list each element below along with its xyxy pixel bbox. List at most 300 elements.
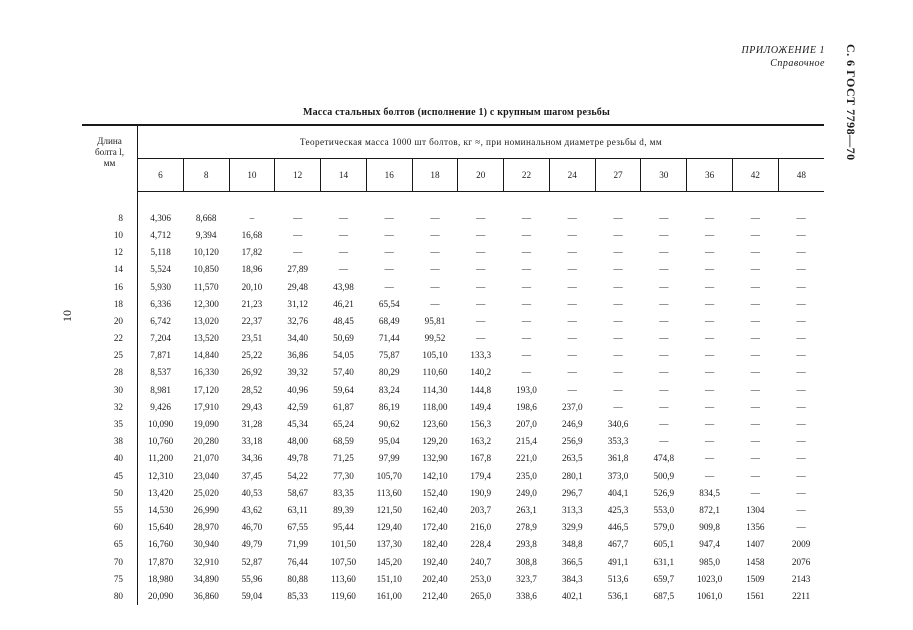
mass-cell: — [796,487,806,498]
mass-cell: — [521,333,532,344]
mass-span-header: Теоретическая масса 1000 шт болтов, кг ≈, при номинальном диаметре резьбы d, мм [138,125,825,159]
mass-cell: — [384,212,394,223]
mass-cell: 6,336 [150,298,171,309]
mass-cell: 123,60 [422,419,448,430]
mass-cell: — [659,350,669,361]
mass-cell: 909,8 [699,522,720,533]
diameter-header: 36 [687,159,733,192]
mass-cell: 296,7 [561,487,583,498]
mass-cell: 80,88 [287,573,309,584]
mass-cell: 119,60 [330,590,356,601]
mass-cell: 39,32 [287,367,309,378]
mass-cell: 221,0 [516,453,537,464]
mass-cell: 263,1 [516,504,537,515]
mass-cell: 834,5 [699,487,720,498]
mass-cell: 338,6 [516,590,537,601]
mass-cell: 404,1 [607,487,629,498]
mass-cell: — [796,350,806,361]
mass-cell: 2143 [791,573,811,584]
standard-side-label: С. 6 ГОСТ 7798—70 [844,44,858,161]
mass-cell: — [384,281,394,292]
mass-cell: — [750,315,760,326]
diameter-header: 12 [275,159,321,192]
mass-cell: 14,530 [148,504,174,515]
mass-cell: 9,394 [195,229,217,240]
length-cell: 75 [82,570,138,587]
mass-cell: — [293,229,303,240]
mass-cell: 21,070 [193,453,219,464]
mass-cell: — [796,247,806,258]
mass-cell: — [430,281,440,292]
mass-cell: — [659,367,669,378]
mass-cell: — [704,298,715,309]
mass-cell: — [750,212,760,223]
mass-cell: — [659,436,669,447]
mass-cell: — [704,281,715,292]
mass-cell: 43,98 [333,281,354,292]
mass-cell: — [521,315,532,326]
mass-cell: 1561 [746,590,765,601]
mass-cell: — [659,212,669,223]
mass-cell: — [613,247,623,258]
mass-cell: 36,860 [193,590,219,601]
diameter-header: 22 [504,159,550,192]
mass-cell: 18,96 [241,264,263,275]
mass-cell: 133,3 [470,350,492,361]
mass-cell: — [613,315,623,326]
mass-cell: — [430,298,440,309]
table-row [82,330,824,347]
mass-cell: 526,9 [653,487,675,498]
mass-cell: 83,35 [333,487,354,498]
mass-cell: 86,19 [378,401,400,412]
mass-cell: 313,3 [561,504,583,515]
mass-cell: 11,200 [148,453,174,464]
mass-cell: 77,30 [333,470,354,481]
mass-cell: — [704,229,715,240]
table-row [82,467,824,484]
mass-cell: 151,10 [376,573,402,584]
mass-cell: 4,712 [150,229,171,240]
mass-cell: 54,22 [287,470,309,481]
mass-cell: — [796,315,806,326]
appendix-title: ПРИЛОЖЕНИЕ 1 [741,45,825,56]
mass-cell: 152,40 [422,487,448,498]
mass-cell: — [704,384,715,395]
table-row [82,570,824,587]
mass-cell: 30,940 [193,539,219,550]
mass-cell: — [750,229,760,240]
mass-cell: — [659,315,669,326]
mass-cell: 659,7 [653,573,675,584]
mass-cell: 59,04 [241,590,263,601]
mass-cell: 26,92 [241,367,263,378]
mass-cell: 7,204 [150,333,171,344]
mass-cell: — [659,247,669,258]
mass-cell: — [796,384,806,395]
mass-cell: 5,524 [150,264,171,275]
mass-cell: 985,0 [699,556,720,567]
mass-cell: — [476,247,486,258]
mass-cell: — [384,247,394,258]
mass-cell: 54,05 [333,350,354,361]
mass-cell: — [659,281,669,292]
mass-cell: — [338,212,349,223]
mass-cell: — [384,264,394,275]
mass-cell: 43,62 [241,504,263,515]
table-row [82,536,824,553]
mass-cell: 1458 [746,556,765,567]
mass-cell: — [750,247,760,258]
length-cell: 45 [82,467,138,484]
mass-cell: 27,89 [287,264,309,275]
mass-cell: 323,7 [516,573,537,584]
mass-cell: 536,1 [607,590,629,601]
mass-cell: — [796,281,806,292]
mass-cell: 85,33 [287,590,309,601]
mass-cell: — [567,281,577,292]
mass-cell: 48,00 [287,436,309,447]
mass-cell: 37,45 [241,470,263,481]
mass-cell: 198,6 [516,401,537,412]
length-cell: 10 [82,226,138,243]
mass-cell: 17,82 [241,247,263,258]
mass-cell: — [796,470,806,481]
diameter-header: 6 [138,159,184,192]
table-row [82,312,824,329]
mass-cell: 80,29 [378,367,400,378]
mass-cell: — [476,298,486,309]
mass-cell: 513,6 [607,573,629,584]
mass-cell: — [750,264,760,275]
length-cell: 8 [82,209,138,226]
mass-cell: — [704,419,715,430]
table-title: Масса стальных болтов (исполнение 1) с крупным шагом резьбы [302,107,611,118]
mass-cell: — [613,281,623,292]
mass-cell: — [293,247,303,258]
mass-cell: 13,520 [193,333,219,344]
mass-cell: 329,9 [561,522,583,533]
mass-cell: — [338,264,349,275]
mass-cell: — [338,247,349,258]
diameter-header: 18 [412,159,458,192]
mass-cell: 8,668 [195,212,217,223]
table-row [82,519,824,536]
mass-cell: 2076 [791,556,811,567]
mass-cell: 256,9 [561,436,583,447]
table-row [82,278,824,295]
mass-cell: 10,120 [193,247,219,258]
mass-cell: 237,0 [561,401,583,412]
appendix-header [742,44,826,70]
mass-cell: 192,40 [422,556,448,567]
mass-cell: — [750,384,760,395]
length-header-line: мм [103,158,116,168]
mass-cell: 5,118 [150,247,171,258]
mass-cell: 137,30 [376,539,402,550]
mass-cell: 68,49 [378,315,400,326]
diameter-header: 30 [641,159,687,192]
mass-cell: 145,20 [376,556,402,567]
mass-cell: — [750,453,760,464]
mass-cell: 1023,0 [696,573,723,584]
mass-cell: — [613,212,623,223]
mass-cell: 947,4 [699,539,720,550]
mass-cell: 207,0 [516,419,537,430]
mass-cell: 97,99 [378,453,400,464]
mass-cell: 348,8 [561,539,583,550]
mass-cell: 265,0 [470,590,492,601]
mass-cell: 61,87 [333,401,354,412]
mass-cell: — [476,212,486,223]
mass-cell: — [750,298,760,309]
mass-cell: 25,020 [193,487,219,498]
mass-cell: 46,70 [241,522,263,533]
mass-cell: — [476,333,486,344]
mass-cell: — [613,350,623,361]
table-row [82,347,824,364]
mass-cell: 29,43 [241,401,263,412]
mass-cell: 500,9 [653,470,675,481]
diameter-header: 10 [229,159,275,192]
mass-cell: 65,54 [378,298,400,309]
mass-cell: 101,50 [330,539,357,550]
mass-cell: 13,020 [193,315,219,326]
mass-cell: — [567,298,577,309]
mass-cell: 20,090 [148,590,174,601]
mass-cell: — [567,333,577,344]
mass-cell: 163,2 [470,436,492,447]
diameter-header: 14 [321,159,367,192]
mass-cell: 193,0 [516,384,537,395]
mass-cell: 253,0 [470,573,492,584]
mass-cell: — [613,298,623,309]
mass-cell: 1407 [746,539,765,550]
mass-cell: 18,980 [148,573,174,584]
mass-cell: 95,44 [333,522,354,533]
table-row [82,450,824,467]
mass-cell: — [613,384,623,395]
mass-cell: — [567,384,577,395]
mass-cell: — [613,333,623,344]
mass-cell: 71,44 [378,333,400,344]
diameter-header: 27 [595,159,641,192]
mass-cell: 23,040 [193,470,219,481]
mass-cell: 6,742 [150,315,171,326]
mass-cell: 17,120 [193,384,219,395]
mass-cell: — [796,229,806,240]
mass-cell: — [750,350,760,361]
mass-cell: — [704,470,715,481]
mass-cell: 179,4 [470,470,492,481]
mass-cell: 8,981 [150,384,171,395]
mass-cell: 144,8 [470,384,492,395]
table-row [82,398,824,415]
mass-cell: 215,4 [516,436,537,447]
mass-cell: – [249,212,255,223]
length-cell: 32 [82,398,138,415]
length-cell: 28 [82,364,138,381]
length-cell: 80 [82,587,138,604]
mass-cell: 75,87 [378,350,400,361]
mass-cell: — [796,453,806,464]
mass-cell: — [613,229,623,240]
mass-cell: 384,3 [561,573,583,584]
length-cell: 40 [82,450,138,467]
mass-cell: — [750,281,760,292]
length-cell: 55 [82,501,138,518]
mass-cell: — [796,333,806,344]
mass-cell: — [796,298,806,309]
length-column-header [82,125,138,192]
mass-cell: 22,37 [241,315,263,326]
mass-cell: 48,45 [333,315,354,326]
table-row [82,501,824,518]
length-cell: 22 [82,330,138,347]
mass-cell: — [796,212,806,223]
mass-cell: 156,3 [470,419,492,430]
mass-cell: 246,9 [561,419,583,430]
mass-cell: 20,280 [193,436,219,447]
mass-cell: 40,96 [287,384,309,395]
mass-cell: 32,910 [193,556,219,567]
mass-cell: 55,96 [241,573,263,584]
diameter-header: 24 [549,159,595,192]
mass-cell: 59,64 [333,384,354,395]
mass-cell: 45,34 [287,419,309,430]
mass-cell: 249,0 [516,487,537,498]
mass-cell: — [430,212,440,223]
mass-cell: 263,5 [561,453,583,464]
mass-cell: — [521,264,532,275]
mass-cell: — [567,247,577,258]
table-row [82,381,824,398]
length-cell: 50 [82,484,138,501]
mass-cell: — [567,350,577,361]
mass-cell: 1304 [746,504,765,515]
mass-cell: 57,40 [333,367,354,378]
mass-cell: — [613,401,623,412]
mass-cell: — [521,298,532,309]
mass-cell: 14,840 [193,350,219,361]
mass-cell: — [796,436,806,447]
mass-cell: 65,24 [333,419,354,430]
mass-cell: — [796,522,806,533]
mass-cell: — [659,419,669,430]
mass-cell: 11,570 [193,281,219,292]
mass-cell: 36,86 [287,350,309,361]
mass-cell: — [704,401,715,412]
mass-cell: — [659,229,669,240]
mass-cell: — [476,315,486,326]
mass-cell: — [796,504,806,515]
table-row [82,484,824,501]
mass-cell: — [521,247,532,258]
mass-cell: — [659,298,669,309]
mass-cell: 23,51 [241,333,263,344]
mass-cell: 105,70 [376,470,402,481]
mass-cell: — [704,333,715,344]
mass-cell: 110,60 [422,367,448,378]
mass-cell: 293,8 [516,539,537,550]
table-row [82,226,824,243]
mass-cell: 182,40 [422,539,448,550]
mass-cell: — [430,247,440,258]
mass-cell: 19,090 [193,419,219,430]
table-row [82,364,824,381]
mass-cell: 872,1 [699,504,720,515]
mass-cell: 132,90 [422,453,448,464]
length-cell: 18 [82,295,138,312]
mass-cell: 172,40 [422,522,448,533]
mass-cell: 71,99 [287,539,309,550]
mass-cell: 2211 [792,590,811,601]
mass-cell: — [796,401,806,412]
mass-cell: 1061,0 [696,590,723,601]
mass-cell: — [659,401,669,412]
mass-cell: 467,7 [607,539,629,550]
mass-cell: 105,10 [422,350,448,361]
mass-cell: 142,10 [422,470,448,481]
mass-cell: 366,5 [561,556,583,567]
table-row [82,209,824,226]
mass-cell: 8,537 [150,367,171,378]
mass-cell: 212,40 [422,590,448,601]
mass-cell: 31,28 [241,419,263,430]
mass-cell: — [476,264,486,275]
mass-cell: 34,36 [241,453,263,464]
mass-cell: 280,1 [561,470,583,481]
mass-cell: 579,0 [653,522,675,533]
mass-cell: 15,640 [148,522,174,533]
spacer-cell [82,192,138,210]
mass-cell: 474,8 [653,453,675,464]
mass-cell: 190,9 [470,487,492,498]
mass-cell: 50,69 [333,333,354,344]
mass-cell: 76,44 [287,556,309,567]
mass-cell: 16,68 [241,229,263,240]
mass-cell: — [750,401,760,412]
mass-cell: 340,6 [607,419,629,430]
mass-cell: — [704,315,715,326]
table-row [82,415,824,432]
mass-cell: 89,39 [333,504,354,515]
diameter-header: 20 [458,159,504,192]
mass-cell: 31,12 [287,298,309,309]
mass-cell: 68,59 [333,436,354,447]
diameter-header-row [82,159,824,192]
mass-cell: 17,910 [193,401,219,412]
mass-cell: 49,79 [241,539,263,550]
mass-cell: — [293,212,303,223]
mass-cell: 26,990 [193,504,219,515]
mass-cell: — [796,264,806,275]
mass-cell: — [430,229,440,240]
mass-cell: 12,300 [193,298,219,309]
table-row [82,295,824,312]
diameter-header: 8 [183,159,229,192]
mass-cell: — [613,264,623,275]
mass-cell: 361,8 [607,453,629,464]
mass-cell: 33,18 [241,436,263,447]
mass-cell: 202,40 [422,573,448,584]
mass-cell: 16,760 [148,539,174,550]
length-cell: 14 [82,261,138,278]
mass-cell: 491,1 [607,556,629,567]
mass-cell: 52,87 [241,556,263,567]
mass-cell: 95,04 [378,436,400,447]
mass-cell: — [750,470,760,481]
